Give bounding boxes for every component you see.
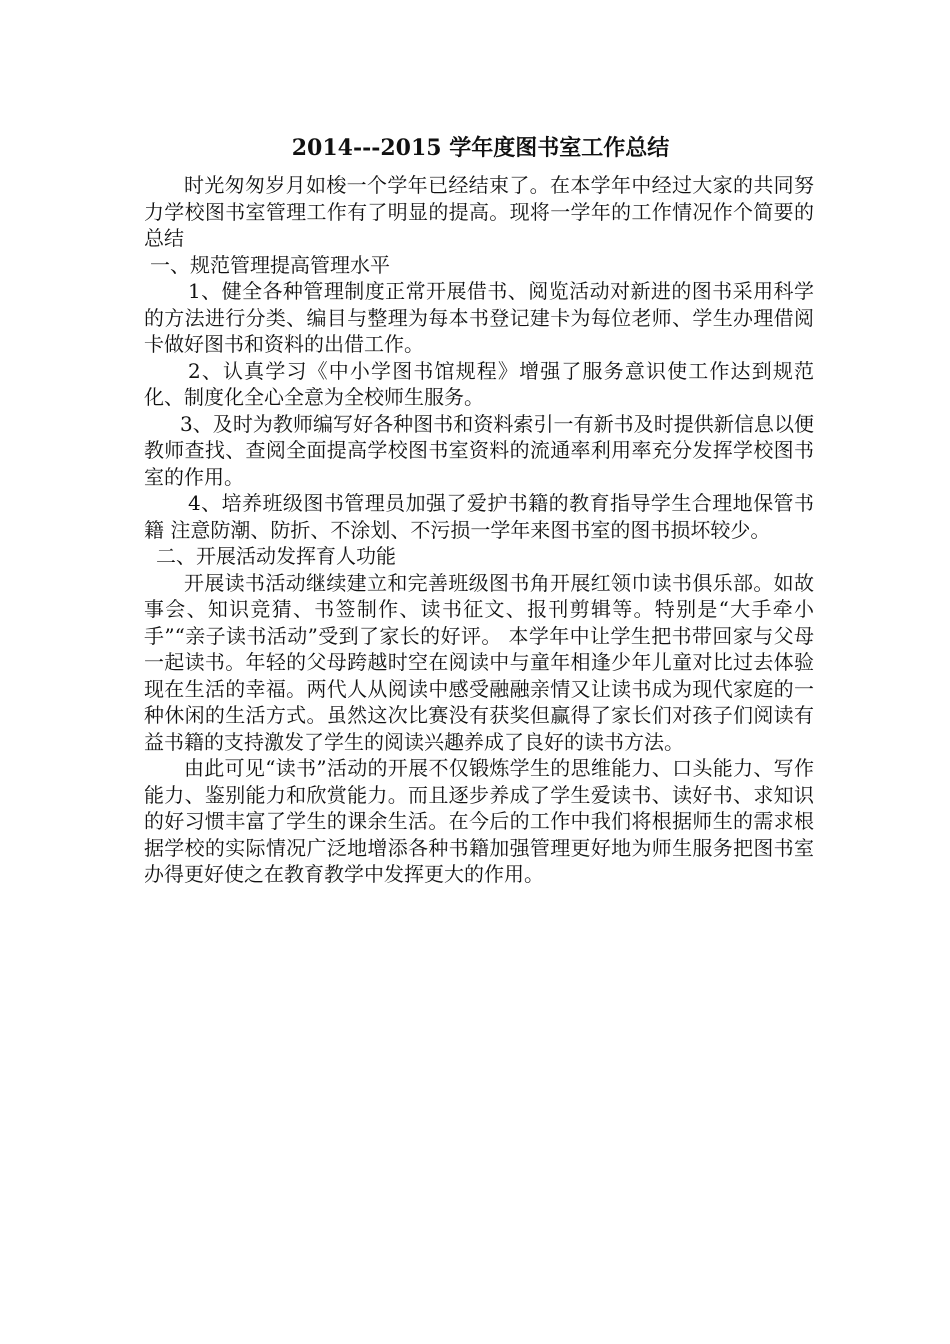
section-1-item-1: 1、健全各种管理制度正常开展借书、阅览活动对新进的图书采用科学的方法进行分类、编目与整理为每本书登记建卡为每位老师、学生办理借阅卡做好图书和资料的出借工作。 <box>144 279 814 356</box>
intro-paragraph: 时光匆匆岁月如梭一个学年已经结束了。在本学年中经过大家的共同努力学校图书室管理工作有了明显的提高。现将一学年的工作情况作个简要的总结 <box>144 173 814 250</box>
section-2-paragraph-1: 开展读书活动继续建立和完善班级图书角开展红领巾读书俱乐部。如故事会、知识竞猜、书签制作、读书征文、报刊剪辑等。特别是“大手牵小手”“亲子读书活动”受到了家长的好评。 本学年中让学生把书带回家与父母一起读书。年轻的父母跨越时空在阅读中与童年相逢少年儿童对比过去体验现在生活的幸福。两代人从阅读中感受融融亲情又让读书成为现代家庭的一种休闲的生活方式。虽然这次比赛没有获奖但赢得了家长们对孩子们阅读有益书籍的支持激发了学生的阅读兴趣养成了良好的读书方法。 <box>144 570 814 754</box>
section-1-item-4: 4、培养班级图书管理员加强了爱护书籍的教育指导学生合理地保管书籍 注意防潮、防折、不涂划、不污损一学年来图书室的图书损坏较少。 <box>144 491 814 542</box>
section-1-heading: 一、规范管理提高管理水平 <box>150 252 390 277</box>
document-title: 2014---2015 学年度图书室工作总结 <box>291 135 670 161</box>
document-body <box>144 133 814 888</box>
section-2-paragraph-2: 由此可见“读书”活动的开展不仅锻炼学生的思维能力、口头能力、写作能力、鉴别能力和欣赏能力。而且逐步养成了学生爱读书、读好书、求知识的好习惯丰富了学生的课余生活。在今后的工作中我们将根据师生的需求根据学校的实际情况广泛地增添各种书籍加强管理更好地为师生服务把图书室办得更好使之在教育教学中发挥更大的作用。 <box>144 756 814 886</box>
section-1-item-2: 2、认真学习《中小学图书馆规程》增强了服务意识使工作达到规范化、制度化全心全意为全校师生服务。 <box>144 358 814 409</box>
section-2-heading: 二、开展活动发挥育人功能 <box>156 544 396 568</box>
section-1-item-3: 3、及时为教师编写好各种图书和资料索引一有新书及时提供新信息以便教师查找、查阅全面提高学校图书室资料的流通率利用率充分发挥学校图书室的作用。 <box>144 411 814 489</box>
